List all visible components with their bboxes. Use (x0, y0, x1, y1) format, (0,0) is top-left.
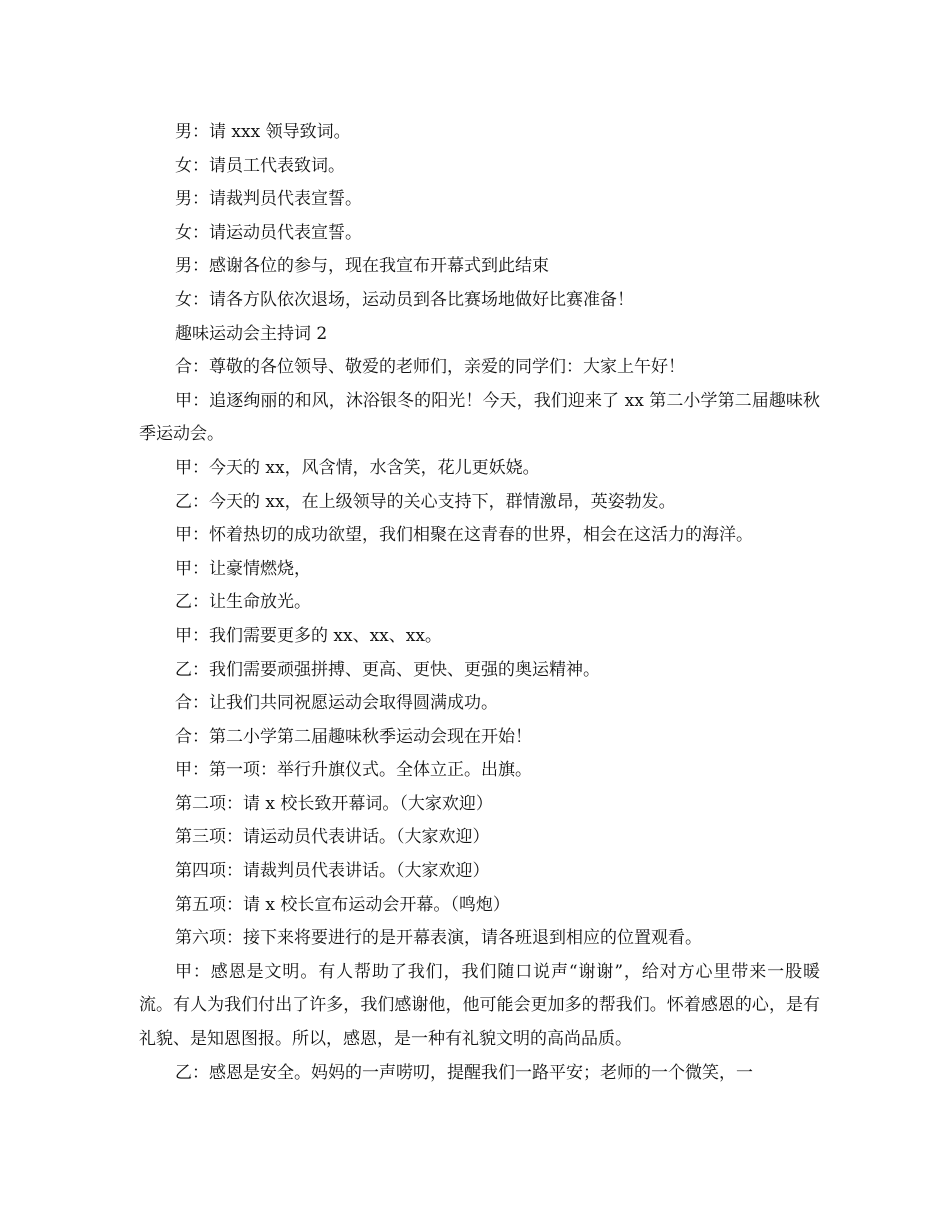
paragraph-14: 乙：让生命放光。 (175, 592, 311, 613)
paragraph-22: 第四项：请裁判员代表讲话。（大家欢迎） (175, 861, 490, 882)
paragraph-6: 女：请各方队依次退场，运动员到各比赛场地做好比赛准备！ (175, 289, 634, 310)
paragraph-15: 甲：我们需要更多的 xx、xx、xx。 (175, 625, 442, 646)
paragraph-16: 乙：我们需要顽强拼搏、更高、更快、更强的奥运精神。 (175, 659, 600, 680)
paragraph-1: 男：请 xxx 领导致词。 (175, 122, 351, 142)
paragraph-13: 甲：让豪情燃烧， (175, 558, 311, 579)
paragraph-11: 乙：今天的 xx，在上级领导的关心支持下，群情激昂，英姿勃发。 (175, 491, 676, 512)
section-heading: 趣味运动会主持词 2 (175, 323, 328, 344)
paragraph-19: 甲：第一项：举行升旗仪式。全体立正。出旗。 (175, 760, 532, 781)
paragraph-21: 第三项：请运动员代表讲话。（大家欢迎） (175, 827, 490, 848)
paragraph-3: 男：请裁判员代表宣誓。 (175, 189, 362, 210)
paragraph-12: 甲：怀着热切的成功欲望，我们相聚在这青春的世界，相会在这活力的海洋。 (175, 525, 753, 546)
paragraph-18: 合：第二小学第二届趣味秋季运动会现在开始！ (175, 726, 532, 747)
paragraph-20: 第二项：请 x 校长致开幕词。（大家欢迎） (175, 793, 493, 814)
paragraph-4: 女：请运动员代表宣誓。 (175, 222, 362, 243)
paragraph-17: 合：让我们共同祝愿运动会取得圆满成功。 (175, 693, 498, 714)
paragraph-23: 第五项：请 x 校长宣布运动会开幕。（鸣炮） (175, 894, 510, 915)
paragraph-9: 甲：追逐绚丽的和风，沐浴银冬的阳光！今天，我们迎来了 xx 第二小学第二届趣味秋季运动会。 (139, 390, 820, 445)
paragraph-8: 合：尊敬的各位领导、敬爱的老师们，亲爱的同学们：大家上午好！ (175, 357, 685, 378)
paragraph-26: 乙：感恩是安全。妈妈的一声唠叨，提醒我们一路平安；老师的一个微笑，一 (175, 1062, 753, 1083)
paragraph-25: 甲：感恩是文明。有人帮助了我们，我们随口说声“谢谢”，给对方心里带来一股暖流。有人为我们付出了许多，我们感谢他，他可能会更加多的帮我们。怀着感恩的心，是有礼貌、是知恩图报。所以，感恩，是一种有礼貌文明的高尚品质。 (139, 961, 820, 1050)
paragraph-2: 女：请员工代表致词。 (175, 155, 345, 176)
paragraph-10: 甲：今天的 xx，风含情，水含笑，花儿更妖娆。 (175, 457, 540, 478)
paragraph-5: 男：感谢各位的参与，现在我宣布开幕式到此结束 (175, 256, 549, 277)
paragraph-24: 第六项：接下来将要进行的是开幕表演，请各班退到相应的位置观看。 (175, 928, 702, 949)
